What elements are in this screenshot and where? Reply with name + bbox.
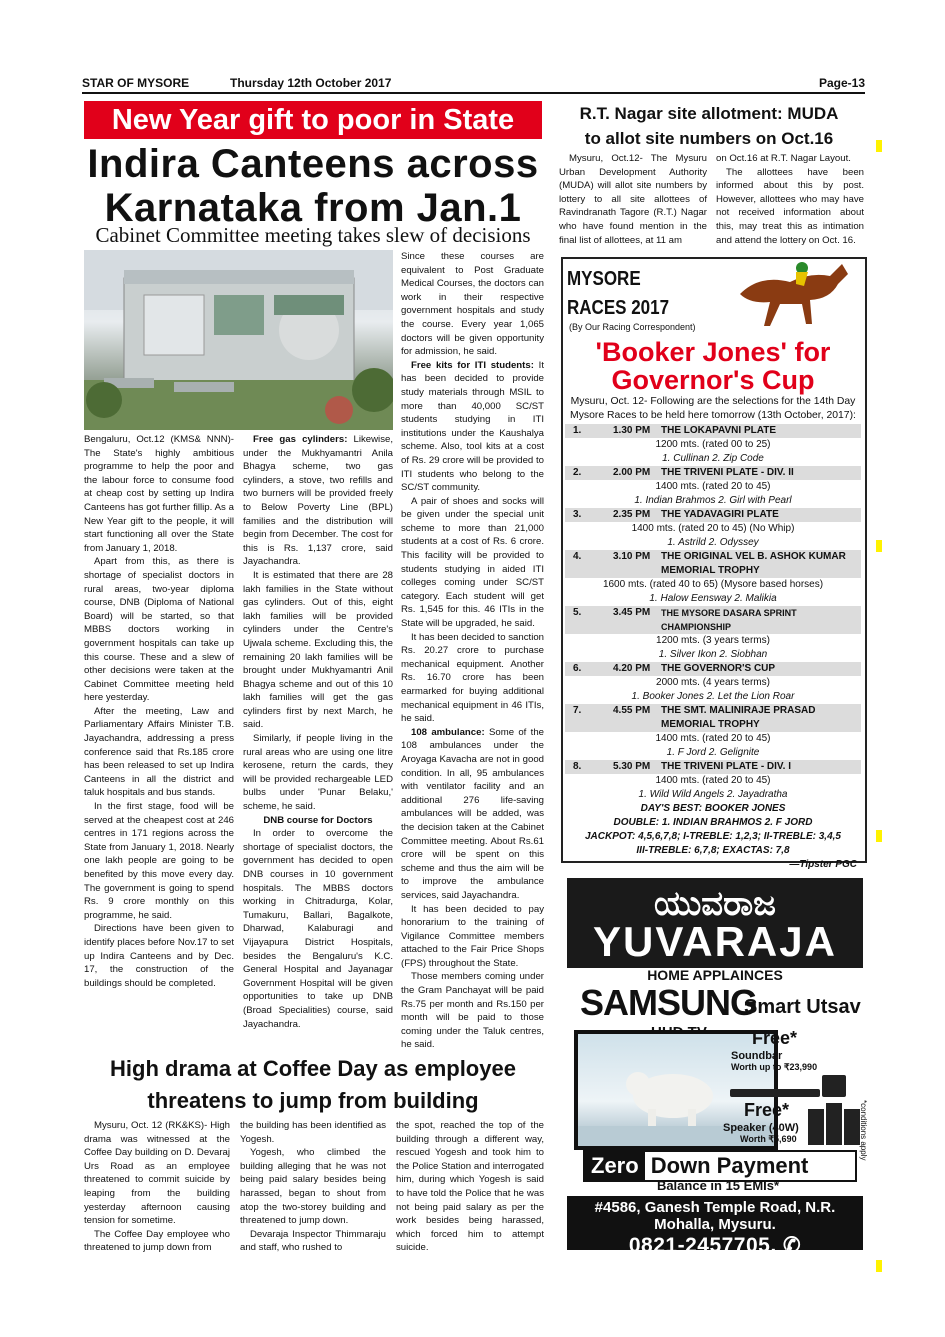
ad-soundbar-worth: Worth up to ₹23,990 xyxy=(731,1062,818,1072)
race-picks: 1. Wild Wild Angels 2. Jayadratha xyxy=(638,789,788,800)
subhead-dnb: DNB course for Doctors xyxy=(263,814,373,826)
race-no: 1. xyxy=(573,425,582,436)
lead-headline-line2: Karnataka from Jan.1 xyxy=(104,186,522,230)
race-picks: 1. Astrild 2. Odyssey xyxy=(667,537,759,548)
lead-para: Similarly, if people living in the rural areas who are using one litre kerosene, return the cards, they will be provided rechargeable LED bulbs under 'Punar Belaku,' scheme, he said. xyxy=(243,733,393,813)
soundbar-icon xyxy=(730,1075,850,1099)
lead-para: Those members coming under the Gram Panchayat will be paid Rs.75 per month and Rs.150 per month will be paid to those coming under the Taluk centres, he said. xyxy=(401,971,544,1051)
race-time: 4.55 PM xyxy=(613,705,651,716)
race-entry xyxy=(565,466,861,508)
canteen-photo xyxy=(84,250,393,430)
coffee-column-1 xyxy=(84,1119,230,1255)
lead-para: It is estimated that there are 28 lakh families in the State without gas cylinders. Out of this, eight lakh families will be provided cylinders under the Centre's Ujwala scheme. Excluding this, the remaining 20 lakh families will be brought under Mukhyamantri Anil Bhagya scheme and out of this 10 lakh families will get the gas cylinders first by next March, he said. xyxy=(243,569,393,731)
race-row xyxy=(565,606,861,634)
coffee-para: Yogesh, who climbed the building alleging that he was not being paid salary besides being harassed, began to shout from atop the two-storey building and threatened to jump down. xyxy=(240,1147,386,1227)
race-row xyxy=(565,466,861,480)
speaker-icon xyxy=(806,1103,862,1147)
lead-headline-line1: Indira Canteens across xyxy=(87,142,539,186)
races-title-line2: RACES 2017 xyxy=(567,297,670,319)
coffee-column-3 xyxy=(396,1119,544,1255)
rt-para: Mysuru, Oct.12- The Mysuru Urban Development Authority (MUDA) will allot site numbers by lottery to all site allottees of Ravindranath Tagore (R.T.) Nagar who have found mention in the final list of allottees, at 11 am xyxy=(559,153,707,246)
race-detail: 2000 mts. (4 years terms) xyxy=(656,677,770,688)
lead-para: A pair of shoes and socks will be given under the special unit scheme to more than 21,000 students at a cost of Rs. 6 crore. This facility will be provided to students studying in aided ITI colleges coming under SC/ST category. Each student will get Rs. 1,545 for this. 46 ITIs in the State will be upgraded, he said. xyxy=(401,495,544,630)
race-name: THE TRIVENI PLATE - DIV. I xyxy=(661,761,792,772)
race-time: 2.35 PM xyxy=(613,509,651,520)
publication-name: STAR OF MYSORE xyxy=(82,76,190,90)
races-title-line1: MYSORE xyxy=(567,268,641,290)
race-name: THE TRIVENI PLATE - DIV. II xyxy=(661,467,794,478)
race-row xyxy=(565,704,861,732)
race-no: 8. xyxy=(573,761,582,772)
race-name-line2: MEMORIAL TROPHY xyxy=(661,565,760,576)
race-picks: 1. Booker Jones 2. Let the Lion Roar xyxy=(631,691,795,702)
lead-para: It has been decided to provide study materials through MSIL to more than 40,000 SC/ST students studying in ITI institutions under the Kaushalya scheme. Also, tool kits at a cost of Rs. 29 crore will be provided to ITI students who belong to the SC/ST community. xyxy=(401,359,544,494)
coffee-para: the building has been identified as Yogesh. xyxy=(240,1120,386,1145)
races-intro: Mysuru, Oct. 12- Following are the selections for the 14th Day Mysore Races to be held here tomorrow (13th October, 2017): xyxy=(570,396,856,421)
race-name xyxy=(661,704,861,732)
race-name-line2: MEMORIAL TROPHY xyxy=(661,719,760,730)
rt-headline-line2: to allot site numbers on Oct.16 xyxy=(584,129,834,148)
canteen-illustration xyxy=(84,250,393,430)
race-row xyxy=(565,508,861,522)
racehorse-icon xyxy=(730,254,860,334)
ad-soundbar-label: Soundbar xyxy=(731,1050,783,1062)
rt-nagar-headline xyxy=(553,101,865,151)
ad-free-speaker: Free* xyxy=(744,1100,790,1120)
race-detail: 1200 mts. (rated 00 to 25) xyxy=(655,439,771,450)
ad-speaker-worth: Worth ₹5,690 xyxy=(740,1134,797,1144)
ad-smart-utsav: Smart Utsav xyxy=(744,996,861,1018)
lead-para: In order to overcome the shortage of specialist doctors, the government has decided to open DNB courses in 10 government hospitals. The MBBS doctors working in Chitradurga, Kolar, Tumakuru, Ballari, Bagalkote, Dharwad, Kalaburagi and Vijayapura District Hospitals, besides the Bengaluru's K.C. General Hospital and Jayanagar Government Hospital will be given opportunities to take up DNB (Broad Specialities) course, said Jayachandra. xyxy=(243,828,393,1030)
race-no: 4. xyxy=(573,551,582,562)
ad-balance: Balance in 15 EMIs* xyxy=(656,1178,780,1193)
race-entry xyxy=(565,606,861,662)
subhead-ambulance: 108 ambulance: xyxy=(411,726,485,738)
race-name: THE MYSORE DASARA SPRINT CHAMPIONSHIP xyxy=(661,608,797,632)
lead-deck: Cabinet Committee meeting takes slew of decisions xyxy=(95,223,531,247)
race-name: THE GOVERNOR'S CUP xyxy=(661,663,776,674)
ad-samsung: SAMSUNG xyxy=(580,982,758,1023)
race-picks: 1. Indian Brahmos 2. Girl with Pearl xyxy=(634,495,792,506)
race-time: 5.30 PM xyxy=(613,761,651,772)
ad-zero-label: Zero xyxy=(585,1152,645,1180)
lead-kicker: New Year gift to poor in State xyxy=(84,101,542,139)
races-headline-line2: Governor's Cup xyxy=(611,365,815,395)
race-entry xyxy=(565,704,861,760)
coffee-para: The Coffee Day employee who threatened to jump down from xyxy=(84,1228,230,1254)
race-row xyxy=(565,662,861,676)
race-picks: 1. Silver Ikon 2. Siobhan xyxy=(658,649,768,660)
page-number: Page-13 xyxy=(818,76,865,90)
race-no: 5. xyxy=(573,607,582,618)
coffee-column-2 xyxy=(240,1119,386,1255)
race-entry xyxy=(565,662,861,704)
ad-brand-kannada: ಯುವರಾಜ xyxy=(654,884,776,924)
race-time: 3.10 PM xyxy=(613,551,651,562)
race-entry xyxy=(565,508,861,550)
ad-phone: 0821-2457705, ✆ 9448753227 xyxy=(628,1234,802,1281)
double-pick: DOUBLE: 1. INDIAN BRAHMOS 2. F JORD xyxy=(613,817,813,828)
ad-conditions: *conditions apply xyxy=(859,1100,868,1161)
race-no: 3. xyxy=(573,509,582,520)
ad-free-soundbar: Free* xyxy=(752,1028,798,1048)
lead-para: After the meeting, Law and Parliamentary Affairs Minister T.B. Jayachandra, addressing a press conference said that Rs.185 crore has been released to set up Indira Canteens in all the district and taluk hospitals and bus stands. xyxy=(84,705,234,799)
race-time: 4.20 PM xyxy=(613,663,651,674)
race-time: 1.30 PM xyxy=(613,425,651,436)
race-name-line1: THE SMT. MALINIRAJE PRASAD xyxy=(661,705,816,716)
rt-para: on Oct.16 at R.T. Nagar Layout. xyxy=(716,153,851,164)
race-entry xyxy=(565,424,861,466)
race-list xyxy=(565,424,861,872)
issue-date: Thursday 12th October 2017 xyxy=(230,76,392,90)
lead-para: Some of the 108 ambulances under the Aroyaga Kavacha are not in good condition. In all, 95 ambulances with ventilator facility and an additional 276 life-saving ambulances will be added, was the decision taken at the Cabinet Committee meeting. About Rs.61 crore will be spent on this scheme and thus the aim will be to improve the ambulance services, said Jayachandra. xyxy=(401,726,544,901)
masthead xyxy=(82,74,865,92)
lead-para: Bengaluru, Oct.12 (KMS& NNN)- The State's highly ambitious programme to help the poor and the labour force to consume food at cheap cost by setting up Indira Canteens has got further fillip. As a New Year gift to the people, it will start functioning all over the State from January 1, 2018. xyxy=(84,434,234,554)
coffee-para: Mysuru, Oct. 12 (RK&KS)- High drama was witnessed at the Coffee Day building on D. Devaraj Urs Road as an employee threatened to commit suicide by leaping from the building yesterday afternoon causing tension for sometime. xyxy=(84,1120,230,1227)
registration-mark xyxy=(876,1260,882,1272)
lead-para: In the first stage, food will be served at the cheapest cost at 246 centres in 171 regions across the State from January 1, 2018. Nearly one lakh people are going to be benefited by this move every day. The government is going to spend Rs. 9 crore monthly on this programme, he said. xyxy=(84,801,234,921)
race-picks: 1. F Jord 2. Gelignite xyxy=(666,747,760,758)
lead-headline xyxy=(82,142,544,230)
lead-para: Since these courses are equivalent to Post Graduate Medical Courses, the doctors can work in their respective government hospitals and study the course. Every year 1,065 doctors will be given opportunity for admission, he said. xyxy=(401,251,544,358)
race-detail: 1400 mts. (rated 20 to 45) xyxy=(655,733,771,744)
lead-para: Directions have been given to identify places before Nov.17 to set up Indira Canteens and by Dec. 17, the construction of the buildings should be completed. xyxy=(84,923,234,989)
coffee-headline-line2: threatens to jump from building xyxy=(147,1088,479,1113)
race-detail: 1400 mts. (rated 20 to 45) (No Whip) xyxy=(631,523,795,534)
ad-speaker-label: Speaker (40W) xyxy=(723,1122,799,1134)
ad-address: #4586, Ganesh Temple Road, N.R. Mohalla, Mysuru. xyxy=(594,1199,836,1233)
ad-brand-banner xyxy=(567,878,863,968)
lead-para: Apart from this, as there is shortage of specialist doctors in rural areas, two-year diploma course, DNB (Diploma of National Board) will be started, so that MBBS doctors working in government hospitals can take up this course. These and a slew of other decisions were taken at the Cabinet Committee meeting held here yesterday. xyxy=(84,556,234,704)
race-picks: 1. Cullinan 2. Zip Code xyxy=(662,453,764,464)
race-detail: 1600 mts. (rated 40 to 65) (Mysore based horses) xyxy=(602,579,824,590)
race-picks: 1. Halow Eensway 2. Malikia xyxy=(649,593,777,604)
coffee-para: the spot, reached the top of the building through a different way, rescued Yogesh and took him to the Police Station and interrogated him, during which Yogesh is said to have told the Police that he was not being paid salary as per the work besides being harassed, which forced him to attempt suicide. xyxy=(396,1120,544,1254)
rt-para: The allottees have been informed about this by post. However, allottees who may have not received information about this, may treat this as intimation and attend the lottery on Oct. 16. xyxy=(716,166,864,246)
masthead-rule xyxy=(82,92,865,94)
coffee-para: Devaraja Inspector Thimmaraju and staff, who rushed to xyxy=(240,1228,386,1254)
lead-column-3 xyxy=(401,250,544,1052)
lead-column-1 xyxy=(84,433,234,990)
rt-nagar-column-1 xyxy=(559,152,707,247)
race-time: 2.00 PM xyxy=(613,467,651,478)
lead-para: It has been decided to pay honorarium to the training of Vigilance Committee members attached to the Fair Price Shops (FPS) throughout the State. xyxy=(401,903,544,969)
treble-pick: III-TREBLE: 6,7,8; EXACTAS: 7,8 xyxy=(636,845,790,856)
race-no: 2. xyxy=(573,467,582,478)
races-headline-line1: 'Booker Jones' for xyxy=(595,337,831,367)
race-name: THE YADAVAGIRI PLATE xyxy=(661,509,779,520)
race-no: 7. xyxy=(573,705,582,716)
lead-para: Likewise, under the Mukhyamantri Anila Bhagya scheme, two gas cylinders, a stove, two refills and two burners will be provided freely to Below Poverty Line (BPL) families and the distribution will begin from December. The cost for this is Rs. 1,137 crore, said Jayachandra. xyxy=(243,434,393,568)
lead-column-2 xyxy=(243,433,393,1031)
race-detail: 1200 mts. (3 years terms) xyxy=(656,635,770,646)
races-byline: (By Our Racing Correspondent) xyxy=(569,322,696,332)
races-title xyxy=(567,265,669,323)
race-row xyxy=(565,760,861,774)
race-detail: 1400 mts. (rated 20 to 45) xyxy=(655,481,771,492)
rt-headline-line1: R.T. Nagar site allotment: MUDA xyxy=(579,104,839,123)
race-name-line1: THE ORIGINAL VEL B. ASHOK KUMAR xyxy=(661,551,846,562)
race-row xyxy=(565,424,861,438)
ad-brand-name: YUVARAJA xyxy=(593,918,837,965)
jackpot-pick: JACKPOT: 4,5,6,7,8; I-TREBLE: 1,2,3; II-TREBLE: 3,4,5 xyxy=(585,831,841,842)
rt-nagar-column-2 xyxy=(716,152,864,247)
race-name: THE LOKAPAVNI PLATE xyxy=(661,425,776,436)
ad-down-payment: Down Payment xyxy=(650,1153,809,1178)
race-entry xyxy=(565,550,861,606)
race-time: 3.45 PM xyxy=(613,607,651,618)
race-entry xyxy=(565,760,861,802)
subhead-gas: Free gas cylinders: xyxy=(253,434,348,445)
registration-mark xyxy=(876,540,882,552)
race-detail: 1400 mts. (rated 20 to 45) xyxy=(655,775,771,786)
race-row xyxy=(565,550,861,578)
tipster-credit: —Tipster PGC xyxy=(789,859,857,870)
race-no: 6. xyxy=(573,663,582,674)
coffee-headline-line1: High drama at Coffee Day as employee xyxy=(110,1056,516,1081)
coffee-headline xyxy=(82,1053,544,1117)
lead-para: It has been decided to sanction Rs. 20.27 crore to purchase mechanical equipment. Another Rs. 16.70 crore has been earmarked for buying additional mechanical equipment in 46 ITIs, he said. xyxy=(401,631,544,725)
ad-home-appliances: HOME APPLAINCES xyxy=(647,967,783,983)
registration-mark xyxy=(876,830,882,842)
ad-address-box xyxy=(567,1196,863,1281)
race-name xyxy=(661,550,861,578)
days-best: DAY'S BEST: BOOKER JONES xyxy=(640,803,786,814)
registration-mark xyxy=(876,140,882,152)
subhead-iti: Free kits for ITI students: xyxy=(411,359,534,371)
races-headline xyxy=(563,338,863,394)
